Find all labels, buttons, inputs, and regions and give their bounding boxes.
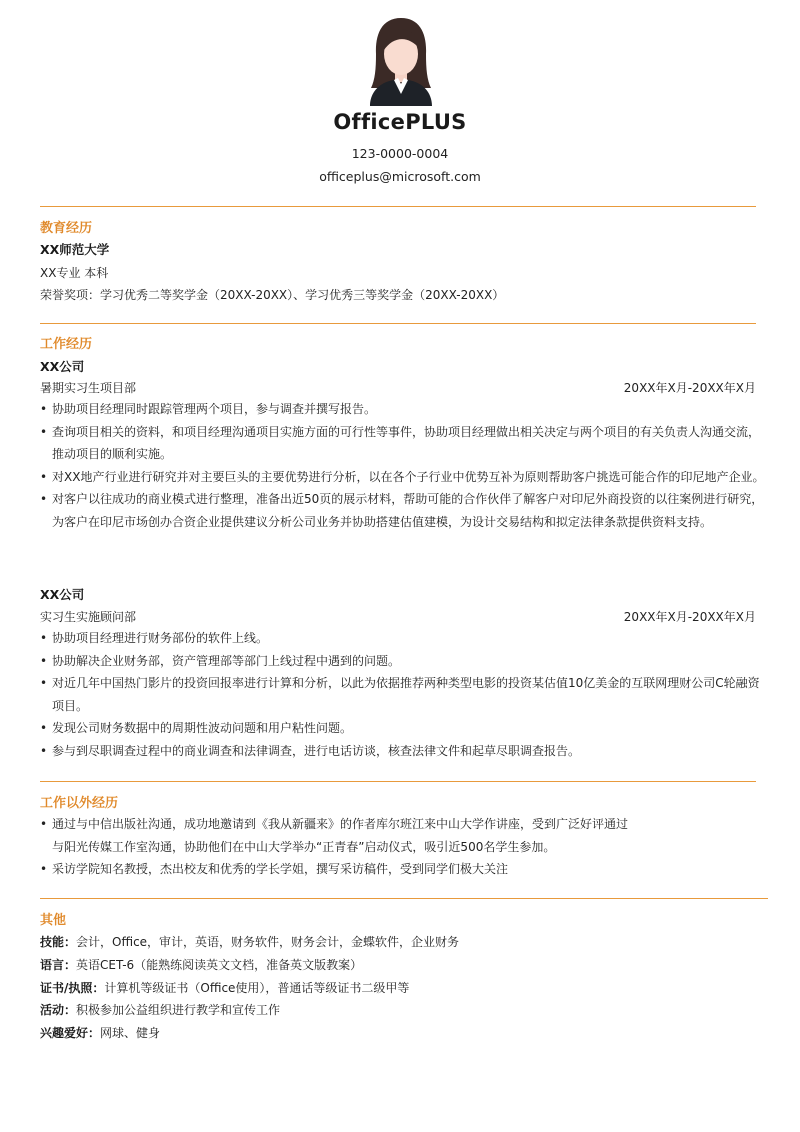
job-period: 20XX年X月-20XX年X月	[623, 381, 756, 395]
education-section-title: 教育经历	[40, 221, 93, 236]
hobbies-label: 兴趣爱好：	[40, 1026, 101, 1040]
list-item: • 协助解决企业财务部，资产管理部等部门上线过程中遇到的问题。	[40, 650, 770, 673]
section-divider	[40, 323, 756, 324]
extra-experience-list	[40, 813, 770, 881]
job-duties-list	[40, 627, 770, 762]
section-divider	[40, 206, 756, 207]
email-address: officeplus@microsoft.com	[319, 169, 481, 184]
school-name: XX师范大学	[40, 242, 110, 257]
certificates-value: 计算机等级证书（Office使用），普通话等级证书二级甲等	[104, 981, 410, 995]
language-value: 英语CET-6（能熟练阅读英文文档，准备英文版教案）	[76, 958, 363, 972]
skills-label: 技能：	[40, 935, 77, 949]
section-divider	[40, 898, 768, 899]
list-item-line: 与阳光传媒工作室沟通，协助他们在中山大学举办“正青春”启动仪式，吸引近500名学生参加。	[52, 839, 556, 854]
job-department: 实习生实施顾问部	[40, 610, 137, 624]
section-divider	[40, 781, 756, 782]
list-item-line: • 通过与中信出版社沟通，成功地邀请到《我从新疆来》的作者库尔班江来中山大学作讲座，受到广泛好评通过	[52, 817, 629, 831]
list-item	[40, 813, 770, 858]
skills-value: 会计，Office，审计，英语，财务软件，财务会计，金蝶软件，企业财务	[76, 935, 460, 949]
list-item: • 协助项目经理进行财务部份的软件上线。	[40, 627, 770, 650]
list-item: • 对客户以往成功的商业模式进行整理，准备出近50页的展示材料，帮助可能的合作伙伴了解客户对印尼外商投资的以往案例进行研究，为客户在印尼市场创办合资企业提供建议分析公司业务并协助搭建估值建模，为设计交易结构和拟定法律条款提供资料支持。	[40, 488, 770, 533]
skills-row	[40, 933, 459, 950]
candidate-name: OfficePLUS	[333, 110, 467, 134]
list-item: • 协助项目经理同时跟踪管理两个项目，参与调查并撰写报告。	[40, 398, 770, 421]
work-section-title: 工作经历	[40, 337, 93, 352]
other-section-title: 其他	[40, 913, 67, 928]
honors-awards: 荣誉奖项：学习优秀二等奖学金（20XX-20XX）、学习优秀三等奖学金（20XX-20XX）	[40, 288, 505, 302]
phone-number: 123-0000-0004	[351, 146, 449, 161]
list-item: • 对近几年中国热门影片的投资回报率进行计算和分析，以此为依据推荐两种类型电影的投资某估值10亿美金的互联网理财公司C轮融资项目。	[40, 672, 770, 717]
hobbies-value: 网球、健身	[100, 1026, 161, 1040]
job-department: 暑期实习生项目部	[40, 381, 137, 395]
list-item: • 查询项目相关的资料，和项目经理沟通项目实施方面的可行性等事件，协助项目经理做出相关决定与两个项目的有关负责人沟通交流，推动项目的顺利实施。	[40, 421, 770, 466]
certificates-row	[40, 979, 409, 996]
language-label: 语言：	[40, 958, 77, 972]
major-degree: XX专业 本科	[40, 266, 109, 280]
list-item: • 对XX地产行业进行研究并对主要巨头的主要优势进行分析，以在各个子行业中优势互补为原则帮助客户挑选可能合作的印尼地产企业。	[40, 466, 770, 489]
certificates-label: 证书/执照：	[40, 981, 105, 995]
list-item: • 参与到尽职调查过程中的商业调查和法律调查，进行电话访谈，核查法律文件和起草尽职调查报告。	[40, 740, 770, 763]
language-row	[40, 956, 362, 973]
list-item: • 采访学院知名教授，杰出校友和优秀的学长学姐，撰写采访稿件，受到同学们极大关注	[40, 858, 770, 881]
job-period: 20XX年X月-20XX年X月	[623, 610, 756, 624]
job-company: XX公司	[40, 359, 85, 374]
hobbies-row	[40, 1024, 160, 1041]
job-company: XX公司	[40, 587, 85, 602]
activities-value: 积极参加公益组织进行教学和宣传工作	[76, 1003, 281, 1017]
extra-section-title: 工作以外经历	[40, 796, 119, 811]
activities-row	[40, 1001, 280, 1018]
avatar	[366, 14, 436, 106]
list-item: • 发现公司财务数据中的周期性波动问题和用户粘性问题。	[40, 717, 770, 740]
job-duties-list	[40, 398, 770, 533]
activities-label: 活动：	[40, 1003, 77, 1017]
